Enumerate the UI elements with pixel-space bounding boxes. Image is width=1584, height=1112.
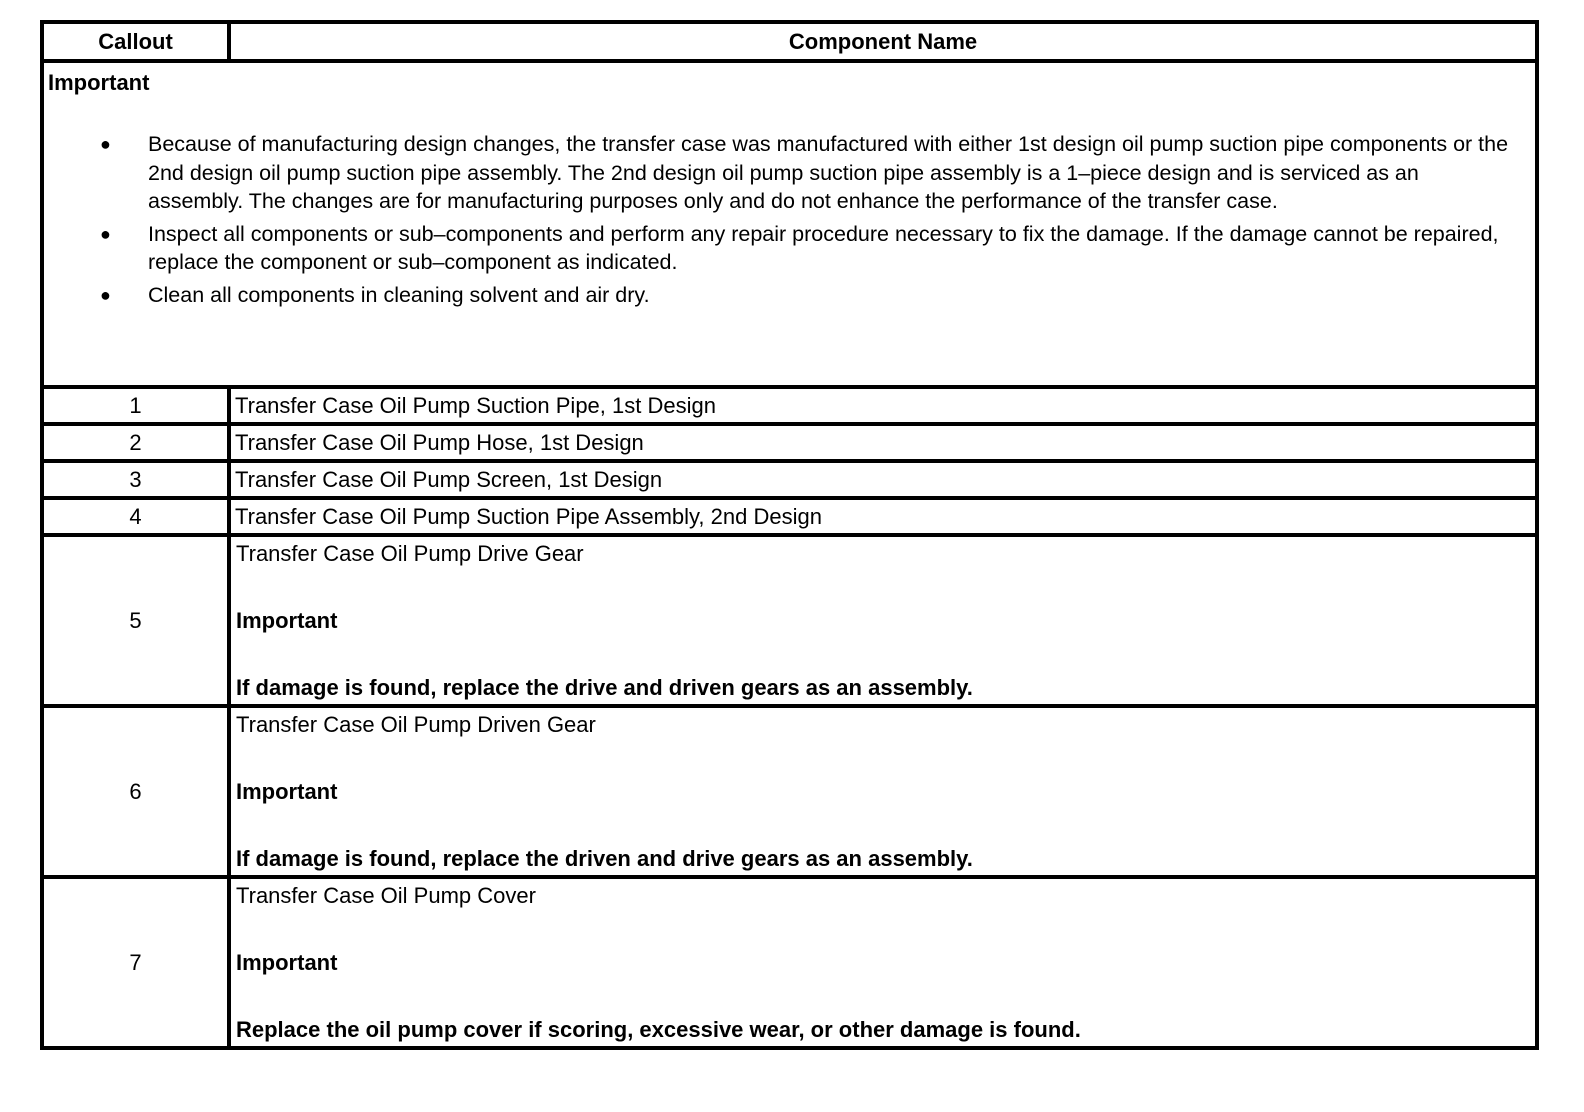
note-item: [100, 281, 1511, 310]
important-note: Replace the oil pump cover if scoring, excessive wear, or other damage is found.: [236, 1017, 1081, 1042]
component-name-header: Component Name: [229, 22, 1537, 61]
bullet-icon: ●: [100, 134, 111, 154]
component-name: Transfer Case Oil Pump Cover: [236, 883, 536, 908]
bullet-icon: ●: [100, 284, 111, 305]
component-name: Transfer Case Oil Pump Hose, 1st Design: [229, 424, 1537, 461]
table-row: [42, 461, 1537, 498]
table-row: [42, 706, 1537, 877]
important-notes-list: [44, 130, 1535, 309]
component-cell: [229, 877, 1537, 1048]
header-row: [42, 22, 1537, 61]
table-row: [42, 535, 1537, 706]
component-name: Transfer Case Oil Pump Screen, 1st Design: [229, 461, 1537, 498]
components-table: [40, 20, 1539, 1050]
component-name: Transfer Case Oil Pump Drive Gear: [236, 541, 584, 566]
component-name: Transfer Case Oil Pump Suction Pipe Assembly, 2nd Design: [229, 498, 1537, 535]
component-cell: [229, 706, 1537, 877]
important-notice: [42, 61, 1537, 387]
table-row: [42, 877, 1537, 1048]
important-row: [42, 61, 1537, 387]
table-row: [42, 424, 1537, 461]
callout-header: Callout: [42, 22, 229, 61]
important-label: Important: [236, 950, 338, 975]
important-label: Important: [236, 779, 338, 804]
note-text: Clean all components in cleaning solvent and air dry.: [148, 282, 650, 307]
component-name: Transfer Case Oil Pump Suction Pipe, 1st Design: [229, 387, 1537, 424]
note-item: [100, 220, 1511, 277]
component-name: Transfer Case Oil Pump Driven Gear: [236, 712, 596, 737]
callout-number: 3: [42, 461, 229, 498]
table-row: [42, 387, 1537, 424]
callout-number: 1: [42, 387, 229, 424]
important-note: If damage is found, replace the driven and drive gears as an assembly.: [236, 846, 973, 871]
important-note: If damage is found, replace the drive and driven gears as an assembly.: [236, 675, 973, 700]
callout-number: 2: [42, 424, 229, 461]
component-cell: [229, 535, 1537, 706]
important-title: Important: [48, 70, 150, 95]
callout-number: 7: [42, 877, 229, 1048]
important-label: Important: [236, 608, 338, 633]
note-text: Because of manufacturing design changes, the transfer case was manufactured with either 1st design oil pump suction pipe components or the 2nd design oil pump suction pipe assembly. The 2nd design oil pump suction pipe assembly is a 1–piece design and is serviced as an assembly. The changes are for manufacturing purposes only and do not enhance the performance of the transfer case.: [148, 132, 1509, 213]
callout-number: 6: [42, 706, 229, 877]
note-item: [100, 130, 1511, 216]
callout-number: 5: [42, 535, 229, 706]
note-text: Inspect all components or sub–components and perform any repair procedure necessary to fix the damage. If the damage cannot be repaired, replace the component or sub–component as indicated.: [148, 221, 1499, 274]
table-row: [42, 498, 1537, 535]
callout-number: 4: [42, 498, 229, 535]
bullet-icon: ●: [100, 223, 111, 244]
